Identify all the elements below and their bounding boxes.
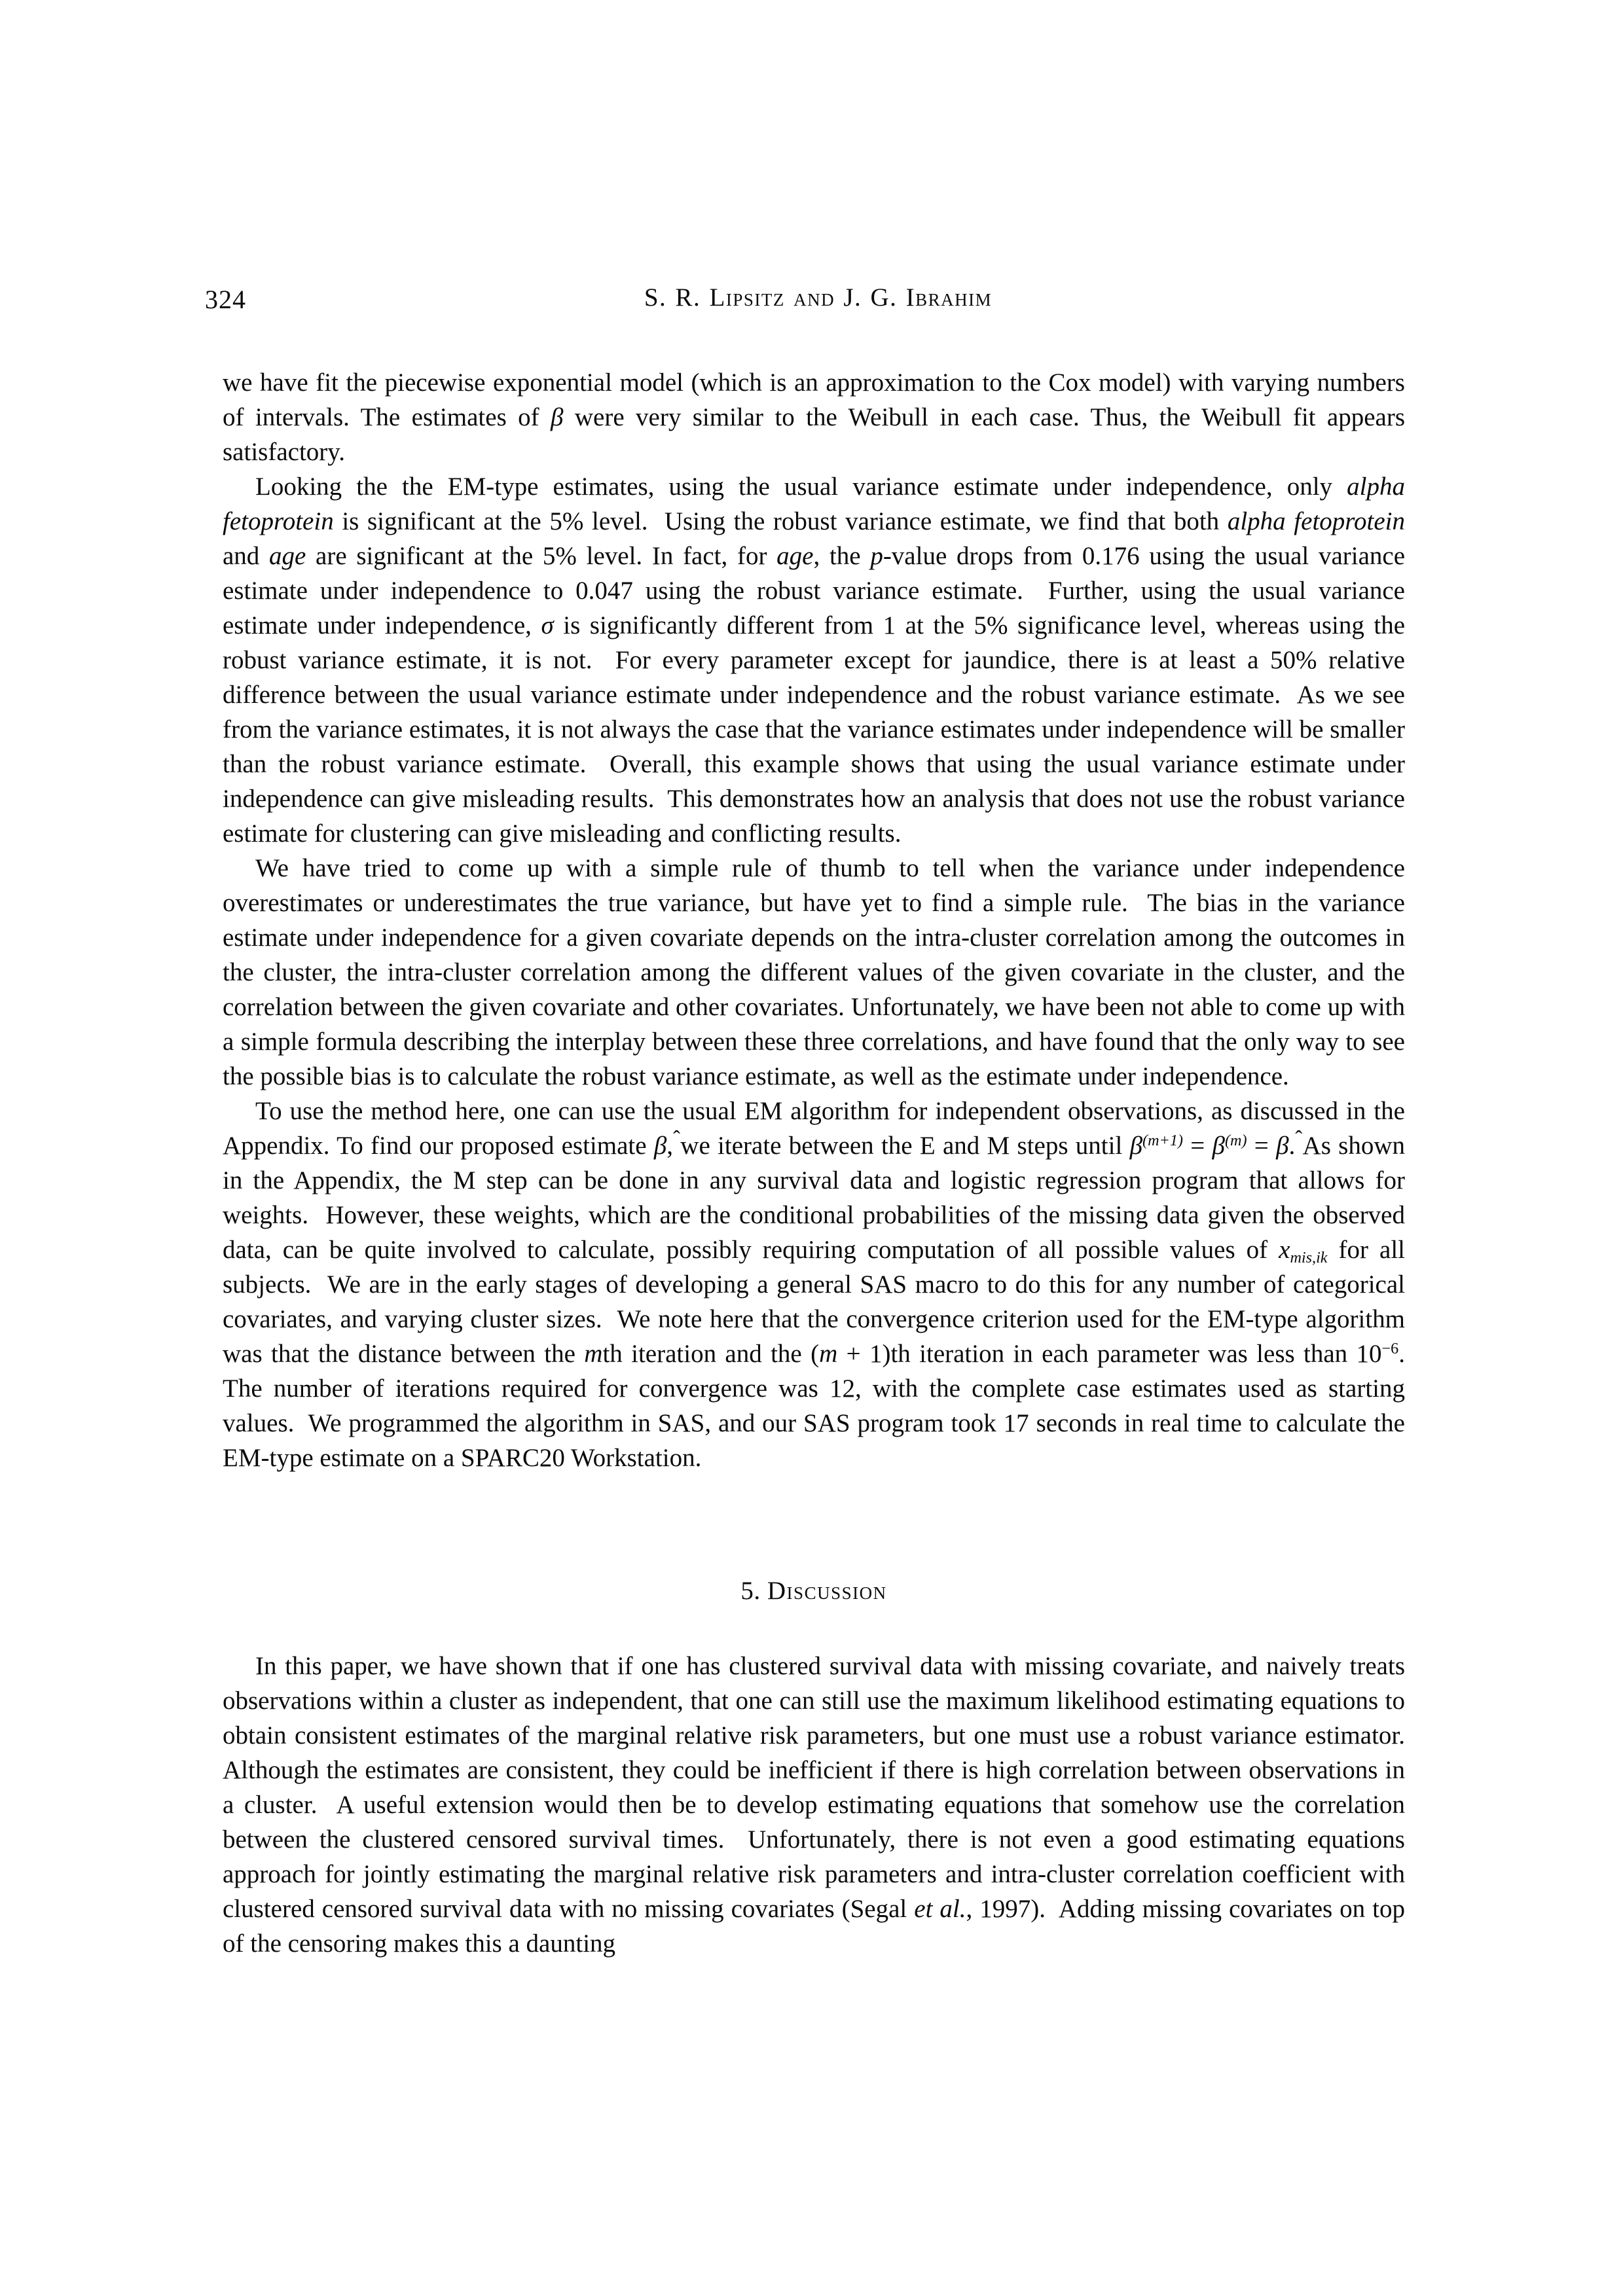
beta-hat-symbol: β ˆ [1276,1132,1288,1160]
text-segment: . The number of iterations required for convergence was 12, with the complete case estimates used as starting values. We programmed the algorithm in SAS, and our SAS program took 17 seconds in real time to calculate the EM-type estimate on a SPARC20 Workstation. [223,1340,1418,1472]
text-segment: mis,ik [1290,1248,1328,1266]
section-number: 5. [740,1577,767,1605]
text-segment: To use the method here, one can use the usual EM algorithm for independent observations, as discussed in the Appendix. To find our proposed estimate [223,1097,1410,1160]
text-segment: is significantly different from 1 at the 5% significance level, whereas using the robust variance estimate, it is not. For every parameter except for jaundice, there is at least a 50% relative difference between the usual variance estimate under independence and the robust variance estimate. As we see from the variance estimates, it is not always the case that the variance estimates under independence will be smaller than the robust variance estimate. Overall, this example shows that using the usual variance estimate under independence can give misleading results. This demonstrates how an analysis that does not use the robust variance estimate for clustering can give misleading and conflicting results. [223,611,1412,848]
text-segment: for all subjects. We are in the early stages of developing a general SAS macro to do this for any number of categorical covariates, and varying cluster sizes. We note here that the convergence criterion used for the EM-type algorithm was that the distance between the [223,1236,1412,1368]
text-segment: we have fit the piecewise exponential model (which is an approximation to the Cox model) with varying numbers of intervals. The estimates of [223,368,1412,431]
text-segment: age [269,542,306,570]
text-segment: = [1247,1132,1277,1160]
paragraph [223,365,1412,469]
paragraph [223,1649,1418,1961]
section-heading [223,1573,1405,1608]
section-title: Discussion [767,1577,887,1605]
text-segment: th iteration and the ( [602,1340,820,1368]
article-body [223,365,1418,1961]
page-header [205,283,1405,322]
text-segment: + 1)th iteration in each parameter was less than 10 [837,1340,1382,1368]
text-segment: = [1182,1132,1213,1160]
text-segment: x [1279,1236,1290,1264]
paragraph [223,1094,1418,1475]
beta-hat-symbol: β ˆ [654,1132,666,1160]
paragraph [223,851,1412,1094]
text-segment: (m) [1224,1131,1247,1149]
text-segment: We have tried to come up with a simple rule of thumb to tell when the variance under independence overestimates or underestimates the true variance, but have yet to find a simple rule. The bias in the variance estimate under independence for a given covariate depends on the intra-cluster correlation among the outcomes in the cluster, the intra-cluster correlation among the different values of the given covariate in the cluster, and the correlation between the given covariate and other covariates. Unfortunately, we have been not able to come up with a simple formula describing the interplay between these three correlations, and have found that the only way to see the possible bias is to calculate the robust variance estimate, as well as the estimate under independence. [223,854,1412,1090]
text-segment: β [1212,1132,1225,1160]
text-segment: m [584,1340,603,1368]
text-segment: et al. [914,1895,966,1923]
text-segment: , 1997). Adding missing covariates on top of the censoring makes this a daunting [223,1895,1412,1958]
text-segment: p [870,542,883,570]
text-segment: β [551,403,564,431]
page-number: 324 [205,285,246,314]
text-segment: β [1129,1132,1143,1160]
running-head: S. R. Lipsitz and J. G. Ibrahim [644,283,993,312]
text-segment: and [223,507,1412,570]
text-segment: is significant at the 5% level. Using the robust variance estimate, we find that both [333,507,1228,535]
text-segment: alpha fetoprotein [1227,507,1405,535]
text-segment: , we iterate between the E and M steps until [666,1132,1130,1160]
text-segment: , the [813,542,871,570]
text-segment: m [819,1340,838,1368]
text-segment: -value drops from 0.176 using the usual variance estimate under independence to 0.047 using the robust variance estimate. Further, using the usual variance estimate under independence, [223,542,1412,639]
text-segment: age [776,542,814,570]
text-segment: −6 [1381,1339,1399,1357]
text-segment: σ [541,611,554,639]
text-segment: (m+1) [1142,1131,1183,1149]
text-segment: are significant at the 5% level. In fact, for [306,542,777,570]
text-segment: alpha fetoprotein [223,473,1412,535]
text-segment: In this paper, we have shown that if one has clustered survival data with missing covariate, and naively treats observations within a cluster as independent, that one can still use the maximum likelihood estimating equations to obtain consistent estimates of the marginal relative risk parameters, but one must use a robust variance estimator. Although the estimates are consistent, they could be inefficient if there is high correlation between observations in a cluster. A useful extension would then be to develop estimating equations that somehow use the correlation between the clustered censored survival times. Unfortunately, there is not even a good estimating equations approach for jointly estimating the marginal relative risk parameters and intra-cluster correlation coefficient with clustered censored survival data with no missing covariates (Segal [223,1652,1418,1923]
text-segment: . As shown in the Appendix, the M step can be done in any survival data and logistic regression program that allows for weights. However, these weights, which are the conditional probabilities of the missing data given the observed data, can be quite involved to calculate, possibly requiring computation of all possible values of [223,1132,1412,1264]
text-segment: Looking the the EM-type estimates, using the usual variance estimate under independence, only [255,473,1347,501]
paragraph [223,469,1412,851]
text-segment: were very similar to the Weibull in each case. Thus, the Weibull fit appears satisfactory. [223,403,1412,466]
